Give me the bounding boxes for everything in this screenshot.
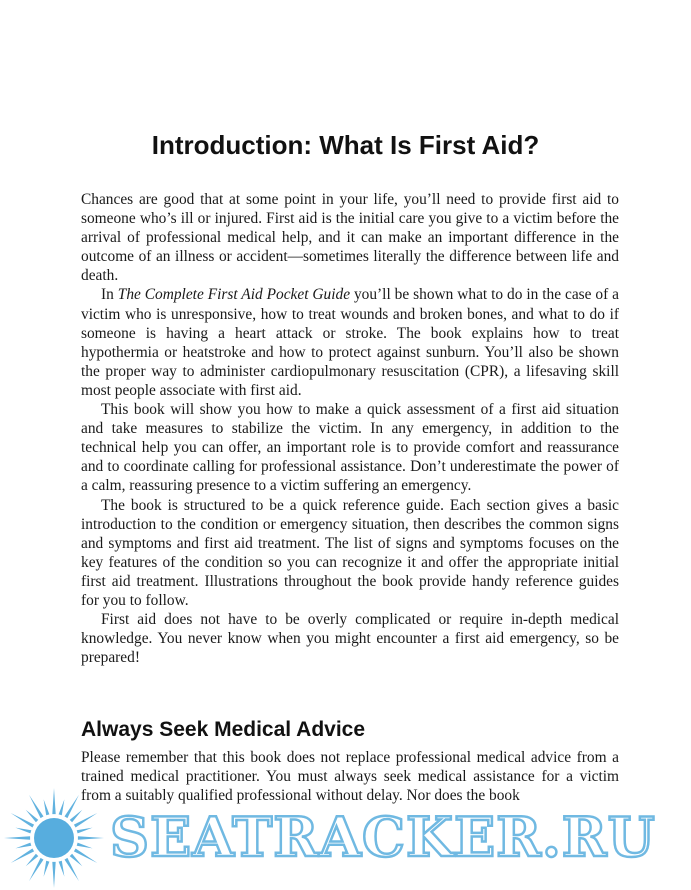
sun-ray xyxy=(65,858,80,881)
paragraph-4: The book is structured to be a quick reference guide. Each section gives a basic introduction to the condition or emergency situation, then describes the common signs and symptoms and first aid treatment. The list of signs and symptoms focuses on the key features of the condition so you can recognize it and offer the appropriate initial first aid treatment. Illustrations throughout the book provide handy reference guides for you to follow. xyxy=(81,496,619,609)
sun-ray xyxy=(26,810,39,823)
sun-ray xyxy=(77,828,93,834)
sun-ray xyxy=(44,799,50,815)
section-paragraph: Please remember that this book does not replace professional medical advice from a trained medical practitioner. You must always seek medical assistance for a victim from a suitably qualified professional without delay. Nor does the book xyxy=(81,749,619,805)
page-title: Introduction: What Is First Aid? xyxy=(151,130,540,160)
sun-ray xyxy=(11,813,34,828)
paragraph-2-rest: you’ll be shown what to do in the case of a victim who is unresponsive, how to treat wounds and broken bones, and what to do if someone is having a heart attack or stroke. The book explains how to treat hypothermia or heatstroke and how to protect against sunburn. You’ll also be shown the proper way to administer cardiopulmonary resuscitation (CPR), a lifesaving skill most people associate with first aid. xyxy=(81,286,619,399)
sun-ray xyxy=(59,861,65,877)
paragraph-1: Chances are good that at some point in your life, you’ll need to provide first aid to someone who’s ill or injured. First aid is the initial care you give to a victim before the arrival of professional medical help, and it can make an important difference in the outcome of an illness or accident—sometimes literally the difference between life and death. xyxy=(81,191,619,285)
sun-ray xyxy=(52,788,55,814)
sun-ray xyxy=(77,843,93,849)
intro-body xyxy=(81,190,619,667)
sun-ray xyxy=(15,828,31,834)
watermark-text: SEATRACKER.RU xyxy=(110,805,656,869)
sun-ray xyxy=(44,861,50,877)
sun-ray xyxy=(65,795,80,818)
book-title: The Complete First Aid Pocket Guide xyxy=(117,286,351,304)
paragraph-2-lead: In xyxy=(101,286,118,304)
sun-ray xyxy=(70,810,83,823)
sun-ray xyxy=(74,849,97,864)
paragraph-5: First aid does not have to be overly complicated or require in-depth medical knowledge. You never know when you might encounter a first aid emergency, so be prepared! xyxy=(81,611,619,667)
sun-ray xyxy=(74,813,97,828)
sun-ray xyxy=(11,849,34,864)
sun-ray xyxy=(15,843,31,849)
sun-ray xyxy=(29,858,44,881)
section-heading: Always Seek Medical Advice xyxy=(81,718,366,741)
paragraph-2 xyxy=(81,285,619,400)
sun-ray xyxy=(4,836,30,839)
sun-ray xyxy=(26,854,39,867)
paragraph-3: This book will show you how to make a quick assessment of a first aid situation and take measures to stabilize the victim. In any emergency, in addition to the technical help you can offer, an important role is to provide comfort and reassurance and to coordinate calling for professional assistance. Don’t underestimate the power of a calm, reassuring presence to a victim suffering an emergency. xyxy=(81,401,619,495)
sun-ray xyxy=(29,795,44,818)
section-body xyxy=(81,748,619,805)
sun-ray xyxy=(52,862,55,888)
sun-ray xyxy=(70,854,83,867)
sun-ray xyxy=(59,799,65,815)
sun-ray xyxy=(78,836,104,839)
